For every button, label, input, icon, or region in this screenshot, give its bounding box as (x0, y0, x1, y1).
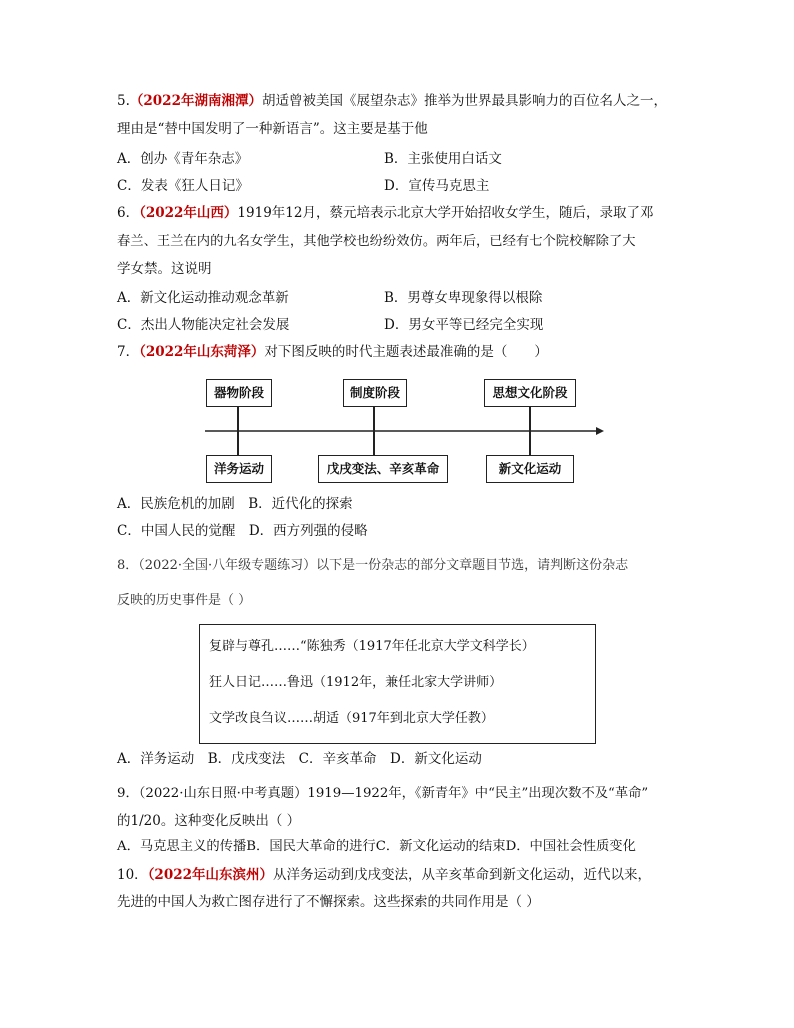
q7-options-line2: C．中国人民的觉醒 D．西方列强的侵略 (117, 523, 368, 539)
event-box-self-strengthening: 洋务运动 (206, 455, 272, 483)
q5-option-c: C．发表《狂人日记》 (117, 178, 249, 194)
q6-option-c: C．杰出人物能决定社会发展 (117, 317, 290, 333)
q7-source: （2022年山东菏泽） (139, 344, 265, 360)
q10-stem-line1 (117, 866, 651, 884)
article-title-3: 文学改良刍议……胡适（917年到北京大学任教） (209, 711, 494, 726)
stage-connector-2 (373, 404, 375, 456)
q6-source: （2022年山西） (139, 205, 238, 221)
q10-stem-text1: 从洋务运动到戊戌变法，从辛亥革命到新文化运动，近代以来， (273, 867, 652, 883)
q9-options: A．马克思主义的传播B．国民大革命的进行C．新文化运动的结束D．中国社会性质变化 (117, 839, 636, 854)
q6-number: 6． (117, 205, 140, 221)
q10-number: 10． (117, 867, 148, 883)
stage-box-ideas-culture: 思想文化阶段 (484, 379, 576, 407)
q6-stem-line3: 学女禁。这说明 (117, 261, 212, 277)
magazine-excerpt-box (199, 624, 596, 744)
q5-option-b: B．主张使用白话文 (384, 151, 502, 167)
article-title-1: 复辟与尊孔……“陈独秀（1917年任北京大学文科学长） (209, 639, 535, 654)
q6-option-d: D．男女平等已经完全实现 (384, 317, 544, 333)
stage-box-institutions: 制度阶段 (343, 379, 407, 407)
q8-options: A．洋务运动 B．戊戌变法 C．辛亥革命 D．新文化运动 (117, 751, 482, 767)
q6-option-a: A．新文化运动推动观念革新 (117, 290, 289, 306)
q6-option-b: B．男尊女卑现象得以根除 (384, 290, 543, 306)
article-title-2: 狂人日记……鲁迅（1912年，兼任北家大学讲师） (209, 675, 503, 690)
q8-stem-line1: 8．（2022·全国·八年级专题练习）以下是一份杂志的部分文章题目节选，请判断这份杂志 (117, 558, 629, 573)
q9-stem-line2: 的1/20。这种变化反映出（ ） (117, 813, 301, 829)
event-box-reform-revolution: 戊戌变法、辛亥革命 (318, 455, 448, 483)
q5-number: 5. (117, 93, 130, 109)
q5-source: （2022年湖南湘潭） (129, 93, 262, 109)
q5-stem-text1: 胡适曾被美国《展望杂志》推举为世界最具影响力的百位名人之一， (261, 93, 667, 109)
q5-option-d: D．宣传马克思主 (384, 178, 490, 194)
q6-stem-text1: 1919年12月，蔡元培表示北京大学开始招收女学生，随后，录取了邓 (237, 205, 654, 221)
q10-source: （2022年山东滨州） (147, 867, 274, 883)
q9-stem-line1: 9．（2022·山东日照·中考真题）1919—1922年，《新青年》中“民主”出现次数不及“革命” (117, 786, 649, 801)
q5-option-a: A．创办《青年杂志》 (117, 151, 249, 167)
stage-connector-3 (529, 404, 531, 456)
q5-stem-line2: 理由是“替中国发明了一种新语言”。这主要是基于他 (117, 121, 428, 137)
q8-stem-line2: 反映的历史事件是（ ） (117, 593, 252, 608)
stage-connector-1 (237, 404, 239, 456)
q6-stem-line2: 春兰、王兰在内的九名女学生，其他学校也纷纷效仿。两年后，已经有七个院校解除了大 (117, 234, 636, 249)
q10-stem-line2: 先进的中国人为救亡图存进行了不懈探索。这些探索的共同作用是（ ） (117, 894, 540, 910)
q7-stem-text: 对下图反映的时代主题表述最准确的是（ ） (264, 344, 548, 360)
q7-number: 7． (117, 344, 140, 360)
q7-options-line1: A．民族危机的加剧 B．近代化的探索 (117, 496, 353, 512)
event-box-new-culture: 新文化运动 (486, 455, 574, 483)
stage-box-artifacts: 器物阶段 (206, 379, 272, 407)
